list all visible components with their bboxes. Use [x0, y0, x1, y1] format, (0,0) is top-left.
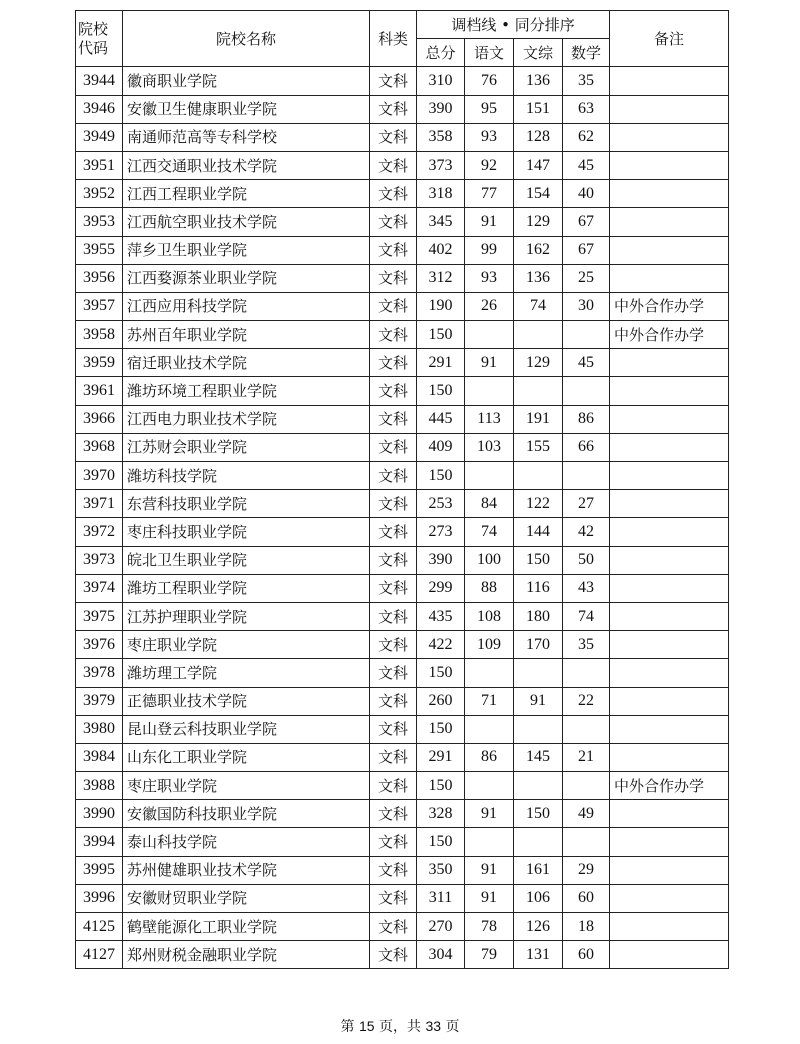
- cell-chinese: 74: [465, 518, 514, 546]
- table-row: [76, 574, 729, 602]
- cell-liberal: 144: [514, 518, 563, 546]
- cell-liberal: 129: [514, 208, 563, 236]
- cell-total: 150: [417, 462, 465, 490]
- cell-code: 3994: [76, 828, 123, 856]
- table-row: [76, 743, 729, 771]
- table-row: [76, 490, 729, 518]
- cell-math: [563, 659, 610, 687]
- cell-type: 文科: [370, 208, 417, 236]
- table-row: [76, 377, 729, 405]
- cell-total: 270: [417, 913, 465, 941]
- table-row: [76, 292, 729, 320]
- cell-liberal: 136: [514, 67, 563, 95]
- cell-type: 文科: [370, 913, 417, 941]
- table-row: [76, 95, 729, 123]
- admission-score-table: [75, 10, 729, 969]
- cell-math: 42: [563, 518, 610, 546]
- cell-note: [610, 236, 729, 264]
- cell-note: [610, 518, 729, 546]
- cell-note: [610, 856, 729, 884]
- cell-liberal: 128: [514, 123, 563, 151]
- table-row: [76, 828, 729, 856]
- cell-math: [563, 772, 610, 800]
- header-chinese: 语文: [465, 39, 514, 67]
- cell-type: 文科: [370, 574, 417, 602]
- header-math: 数学: [563, 39, 610, 67]
- cell-chinese: 91: [465, 856, 514, 884]
- cell-liberal: [514, 321, 563, 349]
- cell-math: 27: [563, 490, 610, 518]
- cell-note: [610, 208, 729, 236]
- cell-type: 文科: [370, 856, 417, 884]
- cell-code: 3958: [76, 321, 123, 349]
- cell-math: 45: [563, 151, 610, 179]
- cell-type: 文科: [370, 659, 417, 687]
- cell-liberal: 106: [514, 884, 563, 912]
- cell-total: 291: [417, 349, 465, 377]
- table-row: [76, 180, 729, 208]
- table-row: [76, 884, 729, 912]
- cell-note: [610, 574, 729, 602]
- cell-math: 66: [563, 433, 610, 461]
- cell-math: 22: [563, 687, 610, 715]
- cell-liberal: [514, 659, 563, 687]
- cell-chinese: 77: [465, 180, 514, 208]
- cell-total: 409: [417, 433, 465, 461]
- table-row: [76, 941, 729, 969]
- cell-type: 文科: [370, 800, 417, 828]
- cell-math: 60: [563, 941, 610, 969]
- cell-total: 150: [417, 321, 465, 349]
- cell-type: 文科: [370, 236, 417, 264]
- cell-liberal: 154: [514, 180, 563, 208]
- cell-chinese: 91: [465, 349, 514, 377]
- cell-total: 150: [417, 659, 465, 687]
- table-row: [76, 800, 729, 828]
- header-group: 调档线 • 同分排序: [417, 11, 610, 39]
- cell-name: 江西工程职业学院: [123, 180, 370, 208]
- table-row: [76, 151, 729, 179]
- table-row: [76, 715, 729, 743]
- cell-type: 文科: [370, 884, 417, 912]
- cell-chinese: 109: [465, 631, 514, 659]
- cell-name: 潍坊环境工程职业学院: [123, 377, 370, 405]
- cell-note: [610, 913, 729, 941]
- cell-note: [610, 123, 729, 151]
- cell-name: 江西航空职业技术学院: [123, 208, 370, 236]
- cell-code: 3979: [76, 687, 123, 715]
- cell-type: 文科: [370, 405, 417, 433]
- cell-note: [610, 800, 729, 828]
- cell-total: 260: [417, 687, 465, 715]
- cell-note: [610, 462, 729, 490]
- cell-math: 35: [563, 631, 610, 659]
- cell-chinese: 76: [465, 67, 514, 95]
- table-row: [76, 405, 729, 433]
- cell-math: 67: [563, 236, 610, 264]
- cell-liberal: 155: [514, 433, 563, 461]
- cell-type: 文科: [370, 490, 417, 518]
- cell-chinese: 78: [465, 913, 514, 941]
- cell-math: [563, 321, 610, 349]
- cell-code: 3978: [76, 659, 123, 687]
- cell-chinese: 93: [465, 123, 514, 151]
- cell-name: 江西交通职业技术学院: [123, 151, 370, 179]
- cell-chinese: 108: [465, 602, 514, 630]
- cell-total: 345: [417, 208, 465, 236]
- cell-name: 鹤壁能源化工职业学院: [123, 913, 370, 941]
- cell-math: 30: [563, 292, 610, 320]
- cell-total: 373: [417, 151, 465, 179]
- cell-type: 文科: [370, 743, 417, 771]
- cell-total: 445: [417, 405, 465, 433]
- cell-code: 3949: [76, 123, 123, 151]
- cell-total: 150: [417, 377, 465, 405]
- cell-code: 4125: [76, 913, 123, 941]
- cell-total: 312: [417, 264, 465, 292]
- cell-type: 文科: [370, 518, 417, 546]
- cell-chinese: [465, 321, 514, 349]
- cell-code: 3968: [76, 433, 123, 461]
- cell-code: 3995: [76, 856, 123, 884]
- cell-liberal: [514, 462, 563, 490]
- cell-chinese: [465, 462, 514, 490]
- cell-name: 江西应用科技学院: [123, 292, 370, 320]
- cell-total: 150: [417, 715, 465, 743]
- table-row: [76, 236, 729, 264]
- table-row: [76, 321, 729, 349]
- cell-total: 304: [417, 941, 465, 969]
- cell-code: 3952: [76, 180, 123, 208]
- cell-chinese: 93: [465, 264, 514, 292]
- cell-chinese: [465, 659, 514, 687]
- cell-name: 安徽卫生健康职业学院: [123, 95, 370, 123]
- cell-code: 3966: [76, 405, 123, 433]
- cell-code: 3974: [76, 574, 123, 602]
- cell-type: 文科: [370, 151, 417, 179]
- cell-total: 291: [417, 743, 465, 771]
- cell-total: 150: [417, 828, 465, 856]
- table-row: [76, 913, 729, 941]
- table-row: [76, 602, 729, 630]
- cell-name: 南通师范高等专科学校: [123, 123, 370, 151]
- cell-name: 正德职业技术学院: [123, 687, 370, 715]
- cell-type: 文科: [370, 349, 417, 377]
- cell-liberal: 91: [514, 687, 563, 715]
- cell-liberal: 170: [514, 631, 563, 659]
- header-liberal: 文综: [514, 39, 563, 67]
- cell-liberal: 122: [514, 490, 563, 518]
- cell-code: 3973: [76, 546, 123, 574]
- cell-type: 文科: [370, 828, 417, 856]
- cell-total: 402: [417, 236, 465, 264]
- cell-name: 江西电力职业技术学院: [123, 405, 370, 433]
- cell-note: [610, 67, 729, 95]
- cell-code: 3959: [76, 349, 123, 377]
- table-row: [76, 123, 729, 151]
- cell-chinese: 91: [465, 208, 514, 236]
- cell-math: 74: [563, 602, 610, 630]
- cell-liberal: 180: [514, 602, 563, 630]
- cell-code: 3951: [76, 151, 123, 179]
- cell-math: 25: [563, 264, 610, 292]
- cell-name: 江苏护理职业学院: [123, 602, 370, 630]
- cell-type: 文科: [370, 292, 417, 320]
- cell-code: 3996: [76, 884, 123, 912]
- cell-liberal: 129: [514, 349, 563, 377]
- cell-name: 江西婺源茶业职业学院: [123, 264, 370, 292]
- cell-chinese: 79: [465, 941, 514, 969]
- cell-name: 苏州百年职业学院: [123, 321, 370, 349]
- cell-math: 29: [563, 856, 610, 884]
- cell-math: [563, 828, 610, 856]
- cell-name: 潍坊理工学院: [123, 659, 370, 687]
- cell-note: [610, 180, 729, 208]
- cell-total: 273: [417, 518, 465, 546]
- table-row: [76, 433, 729, 461]
- header-total: 总分: [417, 39, 465, 67]
- table-row: [76, 208, 729, 236]
- table-row: [76, 687, 729, 715]
- cell-chinese: [465, 715, 514, 743]
- table-row: [76, 462, 729, 490]
- cell-math: 50: [563, 546, 610, 574]
- cell-note: [610, 95, 729, 123]
- cell-note: 中外合作办学: [610, 321, 729, 349]
- cell-note: [610, 659, 729, 687]
- cell-note: [610, 941, 729, 969]
- cell-code: 3953: [76, 208, 123, 236]
- cell-chinese: [465, 772, 514, 800]
- cell-liberal: [514, 715, 563, 743]
- cell-liberal: 126: [514, 913, 563, 941]
- table-row: [76, 546, 729, 574]
- cell-chinese: 86: [465, 743, 514, 771]
- table-row: [76, 264, 729, 292]
- cell-name: 潍坊科技学院: [123, 462, 370, 490]
- cell-liberal: 151: [514, 95, 563, 123]
- cell-name: 宿迁职业技术学院: [123, 349, 370, 377]
- cell-chinese: 88: [465, 574, 514, 602]
- cell-math: 86: [563, 405, 610, 433]
- cell-total: 328: [417, 800, 465, 828]
- cell-name: 萍乡卫生职业学院: [123, 236, 370, 264]
- table-row: [76, 631, 729, 659]
- cell-chinese: 103: [465, 433, 514, 461]
- cell-name: 苏州健雄职业技术学院: [123, 856, 370, 884]
- cell-note: [610, 828, 729, 856]
- cell-liberal: 131: [514, 941, 563, 969]
- cell-code: 3972: [76, 518, 123, 546]
- cell-name: 枣庄职业学院: [123, 631, 370, 659]
- cell-liberal: [514, 772, 563, 800]
- cell-note: [610, 433, 729, 461]
- cell-code: 4127: [76, 941, 123, 969]
- cell-note: [610, 349, 729, 377]
- cell-type: 文科: [370, 772, 417, 800]
- cell-note: [610, 884, 729, 912]
- cell-math: 45: [563, 349, 610, 377]
- cell-code: 3971: [76, 490, 123, 518]
- cell-chinese: 92: [465, 151, 514, 179]
- cell-note: [610, 687, 729, 715]
- cell-type: 文科: [370, 264, 417, 292]
- cell-liberal: 116: [514, 574, 563, 602]
- cell-type: 文科: [370, 715, 417, 743]
- cell-type: 文科: [370, 123, 417, 151]
- cell-type: 文科: [370, 433, 417, 461]
- cell-type: 文科: [370, 631, 417, 659]
- cell-note: [610, 490, 729, 518]
- cell-liberal: 150: [514, 800, 563, 828]
- cell-total: 358: [417, 123, 465, 151]
- cell-note: [610, 631, 729, 659]
- cell-total: 422: [417, 631, 465, 659]
- cell-math: 49: [563, 800, 610, 828]
- cell-name: 泰山科技学院: [123, 828, 370, 856]
- cell-code: 3956: [76, 264, 123, 292]
- cell-note: [610, 602, 729, 630]
- cell-name: 安徽国防科技职业学院: [123, 800, 370, 828]
- cell-chinese: 91: [465, 884, 514, 912]
- cell-code: 3980: [76, 715, 123, 743]
- cell-type: 文科: [370, 321, 417, 349]
- cell-type: 文科: [370, 546, 417, 574]
- table-row: [76, 659, 729, 687]
- cell-liberal: 136: [514, 264, 563, 292]
- cell-liberal: 191: [514, 405, 563, 433]
- cell-code: 3970: [76, 462, 123, 490]
- cell-total: 311: [417, 884, 465, 912]
- page-footer: 第 15 页，共 33 页: [340, 1018, 460, 1035]
- cell-note: [610, 715, 729, 743]
- cell-name: 山东化工职业学院: [123, 743, 370, 771]
- cell-type: 文科: [370, 602, 417, 630]
- cell-name: 徽商职业学院: [123, 67, 370, 95]
- cell-liberal: 74: [514, 292, 563, 320]
- cell-name: 皖北卫生职业学院: [123, 546, 370, 574]
- cell-type: 文科: [370, 180, 417, 208]
- cell-type: 文科: [370, 687, 417, 715]
- table-row: [76, 772, 729, 800]
- cell-name: 安徽财贸职业学院: [123, 884, 370, 912]
- cell-total: 435: [417, 602, 465, 630]
- cell-note: [610, 264, 729, 292]
- cell-liberal: 147: [514, 151, 563, 179]
- cell-total: 253: [417, 490, 465, 518]
- cell-name: 东营科技职业学院: [123, 490, 370, 518]
- cell-chinese: 113: [465, 405, 514, 433]
- cell-chinese: 91: [465, 800, 514, 828]
- cell-name: 潍坊工程职业学院: [123, 574, 370, 602]
- cell-chinese: [465, 828, 514, 856]
- cell-code: 3984: [76, 743, 123, 771]
- cell-total: 390: [417, 95, 465, 123]
- cell-code: 3944: [76, 67, 123, 95]
- cell-math: 40: [563, 180, 610, 208]
- cell-math: 21: [563, 743, 610, 771]
- cell-chinese: 26: [465, 292, 514, 320]
- cell-liberal: 161: [514, 856, 563, 884]
- cell-liberal: [514, 828, 563, 856]
- cell-name: 枣庄科技职业学院: [123, 518, 370, 546]
- cell-code: 3961: [76, 377, 123, 405]
- cell-type: 文科: [370, 462, 417, 490]
- cell-note: 中外合作办学: [610, 772, 729, 800]
- cell-total: 310: [417, 67, 465, 95]
- cell-chinese: 99: [465, 236, 514, 264]
- cell-chinese: 84: [465, 490, 514, 518]
- cell-code: 3988: [76, 772, 123, 800]
- cell-name: 枣庄职业学院: [123, 772, 370, 800]
- header-type: 科类: [370, 11, 417, 67]
- cell-math: [563, 377, 610, 405]
- cell-math: [563, 462, 610, 490]
- table-row: [76, 518, 729, 546]
- cell-chinese: 100: [465, 546, 514, 574]
- cell-chinese: [465, 377, 514, 405]
- cell-chinese: 71: [465, 687, 514, 715]
- cell-type: 文科: [370, 941, 417, 969]
- cell-total: 350: [417, 856, 465, 884]
- table-row: [76, 856, 729, 884]
- header-name: 院校名称: [123, 11, 370, 67]
- cell-total: 318: [417, 180, 465, 208]
- cell-note: [610, 546, 729, 574]
- cell-code: 3955: [76, 236, 123, 264]
- cell-name: 郑州财税金融职业学院: [123, 941, 370, 969]
- table-row: [76, 67, 729, 95]
- cell-code: 3990: [76, 800, 123, 828]
- cell-liberal: [514, 377, 563, 405]
- cell-math: 67: [563, 208, 610, 236]
- cell-note: 中外合作办学: [610, 292, 729, 320]
- cell-chinese: 95: [465, 95, 514, 123]
- cell-total: 390: [417, 546, 465, 574]
- cell-type: 文科: [370, 95, 417, 123]
- cell-total: 150: [417, 772, 465, 800]
- cell-code: 3976: [76, 631, 123, 659]
- cell-total: 190: [417, 292, 465, 320]
- cell-math: [563, 715, 610, 743]
- header-note: 备注: [610, 11, 729, 67]
- cell-math: 60: [563, 884, 610, 912]
- cell-math: 62: [563, 123, 610, 151]
- cell-type: 文科: [370, 67, 417, 95]
- cell-liberal: 145: [514, 743, 563, 771]
- cell-liberal: 162: [514, 236, 563, 264]
- cell-total: 299: [417, 574, 465, 602]
- cell-note: [610, 151, 729, 179]
- cell-math: 18: [563, 913, 610, 941]
- cell-code: 3957: [76, 292, 123, 320]
- cell-math: 43: [563, 574, 610, 602]
- cell-code: 3946: [76, 95, 123, 123]
- header-code: 院校 代码: [76, 11, 123, 67]
- table-row: [76, 349, 729, 377]
- cell-note: [610, 405, 729, 433]
- cell-math: 63: [563, 95, 610, 123]
- cell-name: 江苏财会职业学院: [123, 433, 370, 461]
- cell-math: 35: [563, 67, 610, 95]
- cell-code: 3975: [76, 602, 123, 630]
- cell-note: [610, 743, 729, 771]
- cell-name: 昆山登云科技职业学院: [123, 715, 370, 743]
- cell-liberal: 150: [514, 546, 563, 574]
- cell-type: 文科: [370, 377, 417, 405]
- cell-note: [610, 377, 729, 405]
